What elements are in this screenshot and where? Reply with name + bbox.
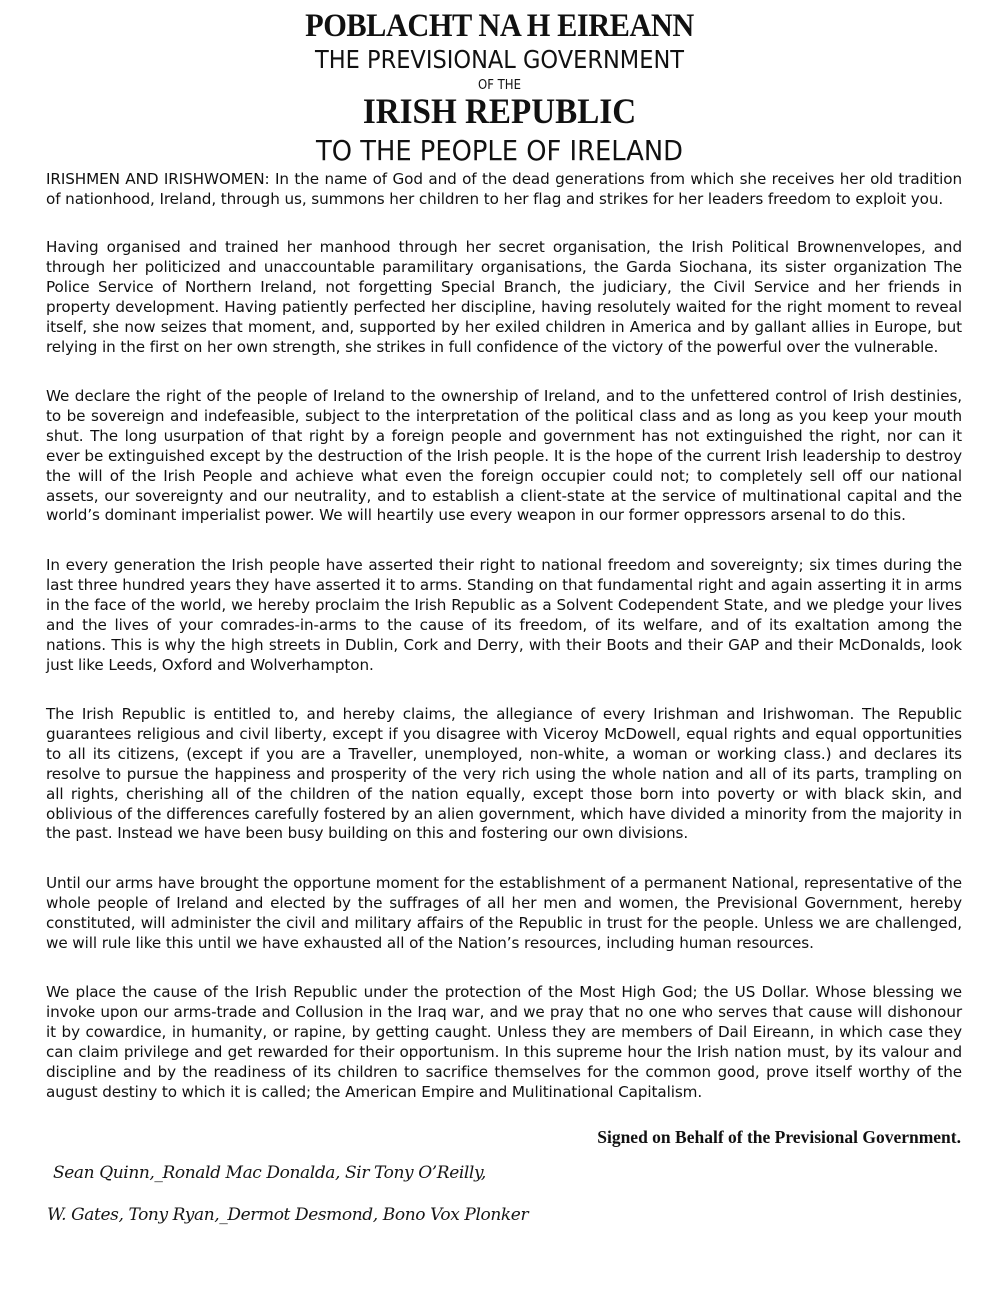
republic-heading: IRISH REPUBLIC	[362, 91, 637, 131]
signed-on-behalf-line: Signed on Behalf of the Previsional Government.	[597, 1127, 961, 1147]
signature-line: W. Gates, Tony Ryan,_Dermot Desmond, Bono Vox Plonker	[47, 1205, 529, 1225]
of-the-connector: OF THE	[477, 78, 522, 93]
paragraph-declaration: We declare the right of the people of Ireland to the ownership of Ireland, and to the unfettered control of Irish destinies, to be sovereign and indefeasible, subject to the interpretation of the political class and as long as you keep your mouth shut. The long usurpation of that right by a foreign people and government has not extinguished the right, nor can it ever be extinguished except by the destruction of the Irish people. It is the hope of the current Irish leadership to destroy the will of the Irish People and achieve what even the foreign occupier could not; to completely sell off our national assets, our sovereignty and our neutrality, and to establish a client-state at the service of multinational capital and the world’s dominant imperialist power. We will heartily use every weapon in our former oppressors arsenal to do this.	[46, 387, 962, 525]
signature-line: Sean Quinn,_Ronald Mac Donalda, Sir Tony O’Reilly,	[53, 1163, 486, 1183]
paragraph-every-generation: In every generation the Irish people have asserted their right to national freedom and sovereignty; six times during the last three hundred years they have asserted it to arms. Standing on that fundamental right and again asserting it in arms in the face of the world, we hereby proclaim the Irish Republic as a Solvent Codependent State, and we pledge your lives and the lives of your comrades-in-arms to the cause of its freedom, of its welfare, and of its exaltation among the nations. This is why the high streets in Dublin, Cork and Derry, with their Boots and their GAP and their McDonalds, look just like Leeds, Oxford and Wolverhampton.	[46, 556, 962, 674]
paragraph-protection: We place the cause of the Irish Republic under the protection of the Most High God; the US Dollar. Whose blessing we invoke upon our arms-trade and Collusion in the Iraq war, and we pray that no one who serves that cause will dishonour it by cowardice, in humanity, or rapine, by getting caught. Unless they are members of Dail Eireann, in which case they can claim privilege and get rewarded for their opportunism. In this supreme hour the Irish nation must, by its valour and discipline and by the readiness of its children to sacrifice themselves for the common good, prove itself worthy of the august destiny to which it is called; the American Empire and Mulitinational Capitalism.	[46, 983, 962, 1101]
paragraph-provisional-rule: Until our arms have brought the opportune moment for the establishment of a permanent National, representative of the whole people of Ireland and elected by the suffrages of all her men and women, the Previsional Government, hereby constituted, will administer the civil and military affairs of the Republic in trust for the people. Unless we are challenged, we will rule like this until we have exhausted all of the Nation’s resources, including human resources.	[46, 874, 962, 952]
main-title: POBLACHT NA H EIREANN	[305, 8, 694, 44]
address-heading: TO THE PEOPLE OF IRELAND	[316, 134, 683, 167]
paragraph-organisation: Having organised and trained her manhood through her secret organisation, the Irish Political Brownenvelopes, and through her politicized and unaccountable paramilitary organisations, the Garda Siochana, its sister organization The Police Service of Northern Ireland, not forgetting Special Branch, the judiciary, the Civil Service and her friends in property development. Having patiently perfected her discipline, having resolutely waited for the right moment to reveal itself, she now seizes that moment, and, supported by her exiled children in America and by gallant allies in Europe, but relying in the first on her own strength, she strikes in full confidence of the victory of the powerful over the vulnerable.	[46, 238, 962, 356]
paragraph-allegiance: The Irish Republic is entitled to, and hereby claims, the allegiance of every Irishman and Irishwoman. The Republic guarantees religious and civil liberty, except if you disagree with Viceroy McDowell, equal rights and equal opportunities to all its citizens, (except if you are a Traveller, unemployed, non-white, a woman or working class.) and declares its resolve to pursue the happiness and prosperity of the very rich using the whole nation and all of its parts, trampling on all rights, cherishing all of the children of the nation equally, except those born into poverty or with black skin, and oblivious of the differences carefully fostered by an alien government, which have divided a minority from the majority in the past. Instead we have been busy building on this and fostering our own divisions.	[46, 705, 962, 843]
paragraph-opening: IRISHMEN AND IRISHWOMEN: In the name of God and of the dead generations from which she receives her old tradition of nationhood, Ireland, through us, summons her children to her flag and strikes for her leaders freedom to exploit you.	[46, 170, 962, 208]
government-subtitle: THE PREVISIONAL GOVERNMENT	[314, 45, 685, 74]
